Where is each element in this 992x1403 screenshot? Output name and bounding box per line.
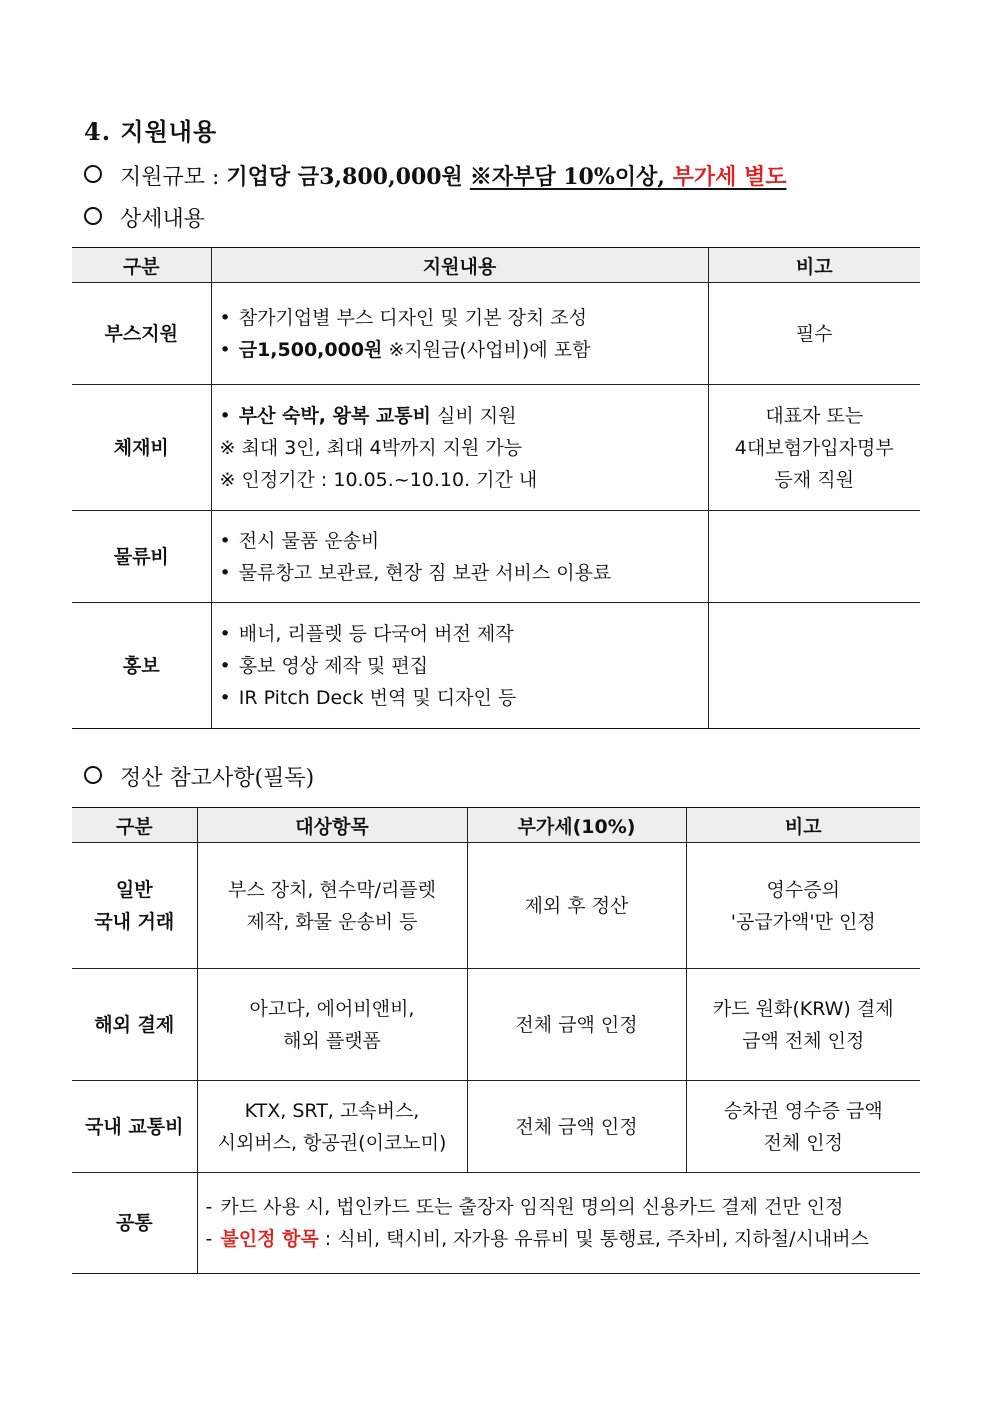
row-note [708,603,920,729]
item-line: KTX, SRT, 고속버스, [244,1099,420,1122]
bullet-dot: • [219,622,231,645]
circle-bullet-icon [84,165,102,183]
support-scale-amount: 기업당 금3,800,000원 [226,164,463,190]
line-text: ※ 최대 3인, 최대 4박까지 지원 가능 [219,436,523,459]
content-line [220,464,708,496]
row-label: 부스지원 [72,283,211,385]
note-line: 등재 직원 [774,468,854,491]
column-header: 구분 [72,808,197,843]
row-note [686,969,920,1081]
table-row [72,511,920,603]
line-text: 배너, 리플렛 등 다국어 버전 제작 [238,622,514,645]
item-line: 아고다, 에어비앤비, [249,997,415,1020]
bullet-dot: • [219,529,231,552]
common-label: 공통 [72,1173,197,1274]
content-line [220,302,708,334]
circle-bullet-icon [84,207,102,225]
column-header: 부가세(10%) [467,808,686,843]
row-vat: 전체 금액 인정 [467,969,686,1081]
row-label: 물류비 [72,511,211,603]
label-line: 국내 거래 [94,910,175,933]
dash-bullet: - [205,1228,213,1250]
content-line [220,650,708,682]
common-line-2 [206,1223,921,1255]
common-content [197,1173,920,1274]
row-note [686,843,920,969]
row-items [197,1081,467,1173]
row-label [72,969,197,1081]
item-line: 시외버스, 항공권(이코노미) [217,1131,447,1154]
support-details-table [72,247,920,729]
bold-text: 부산 숙박, 왕복 교통비 [238,404,431,427]
section-title: 4. 지원내용 [84,117,218,146]
bullet-dot: • [219,338,231,361]
table-row [72,1081,920,1173]
row-content [211,283,708,385]
content-line [220,525,708,557]
line-text: 홍보 영상 제작 및 편집 [238,654,429,677]
row-vat: 제외 후 정산 [467,843,686,969]
table-row [72,843,920,969]
column-header: 구분 [72,248,211,283]
table-row [72,969,920,1081]
item-line: 제작, 화물 운송비 등 [246,910,418,933]
row-items [197,969,467,1081]
table-row [72,385,920,511]
row-label [72,1081,197,1173]
note-line: 4대보험가입자명부 [734,436,894,459]
note-line: 영수증의 [766,878,840,901]
table-row [72,283,920,385]
table-row [72,603,920,729]
line-text: ※ 인정기간 : 10.05.~10.10. 기간 내 [219,468,538,491]
line-text: 참가기업별 부스 디자인 및 기본 장치 조성 [238,306,587,329]
detail-label: 상세내용 [120,207,206,232]
support-scale-label: 지원규모 : [120,165,220,190]
line-text: 전시 물품 운송비 [238,529,380,552]
note-line: '공급가액'만 인정 [730,910,876,933]
settlement-label: 정산 참고사항(필독) [120,766,315,791]
bullet-dot: • [219,654,231,677]
row-label: 홍보 [72,603,211,729]
row-label: 체재비 [72,385,211,511]
bold-text: 금1,500,000원 [238,338,383,361]
note-line: 대표자 또는 [765,404,864,427]
settlement-heading [84,761,314,792]
header-row [72,248,920,283]
bullet-dot: • [219,686,231,709]
row-note [708,385,920,511]
row-items [197,843,467,969]
line-text: ※지원금(사업비)에 포함 [382,338,591,361]
line-text: 물류창고 보관료, 현장 짐 보관 서비스 이용료 [238,561,612,584]
column-header: 대상항목 [197,808,467,843]
column-header: 지원내용 [211,248,708,283]
header-row [72,808,920,843]
content-line [220,557,708,589]
bullet-dot: • [219,404,231,427]
common-text: 카드 사용 시, 법인카드 또는 출장자 임직원 명의의 신용카드 결제 건만 인정 [220,1196,844,1218]
note-line: 카드 원화(KRW) 결제 [712,997,894,1020]
circle-bullet-icon [84,766,102,784]
common-line-1 [206,1191,921,1223]
excluded-items-label: 불인정 항목 [220,1228,319,1250]
label-line: 일반 [115,878,153,901]
content-line [220,334,708,366]
note-line: 전체 인정 [763,1131,843,1154]
label-line: 국내 교통비 [85,1115,184,1138]
row-label [72,843,197,969]
support-scale-line [84,160,787,191]
row-vat: 전체 금액 인정 [467,1081,686,1173]
row-note [686,1081,920,1173]
item-line: 해외 플랫폼 [283,1029,381,1052]
item-line: 부스 장치, 현수막/리플렛 [227,878,437,901]
bullet-dot: • [219,561,231,584]
line-text: IR Pitch Deck 번역 및 디자인 등 [238,686,517,709]
vat-separate-note: 부가세 별도 [672,164,787,190]
row-content [211,511,708,603]
detail-heading [84,202,205,233]
line-text: 실비 지원 [430,404,517,427]
label-line: 해외 결제 [94,1013,175,1036]
dash-bullet: - [205,1196,213,1218]
settlement-table [72,807,920,1274]
row-content [211,385,708,511]
content-line [220,400,708,432]
content-line [220,618,708,650]
content-line [220,432,708,464]
column-header: 비고 [708,248,920,283]
common-row [72,1173,920,1274]
row-content [211,603,708,729]
row-note [708,283,920,385]
note-line: 승차권 영수증 금액 [723,1099,883,1122]
note-line: 금액 전체 인정 [742,1029,865,1052]
self-burden-note: ※자부담 10%이상, 부가세 별도 [469,164,787,190]
note-line: 필수 [795,322,833,345]
column-header: 비고 [686,808,920,843]
content-line [220,682,708,714]
row-note [708,511,920,603]
bullet-dot: • [219,306,231,329]
excluded-items-text: : 식비, 택시비, 자가용 유류비 및 통행료, 주차비, 지하철/시내버스 [318,1228,869,1250]
